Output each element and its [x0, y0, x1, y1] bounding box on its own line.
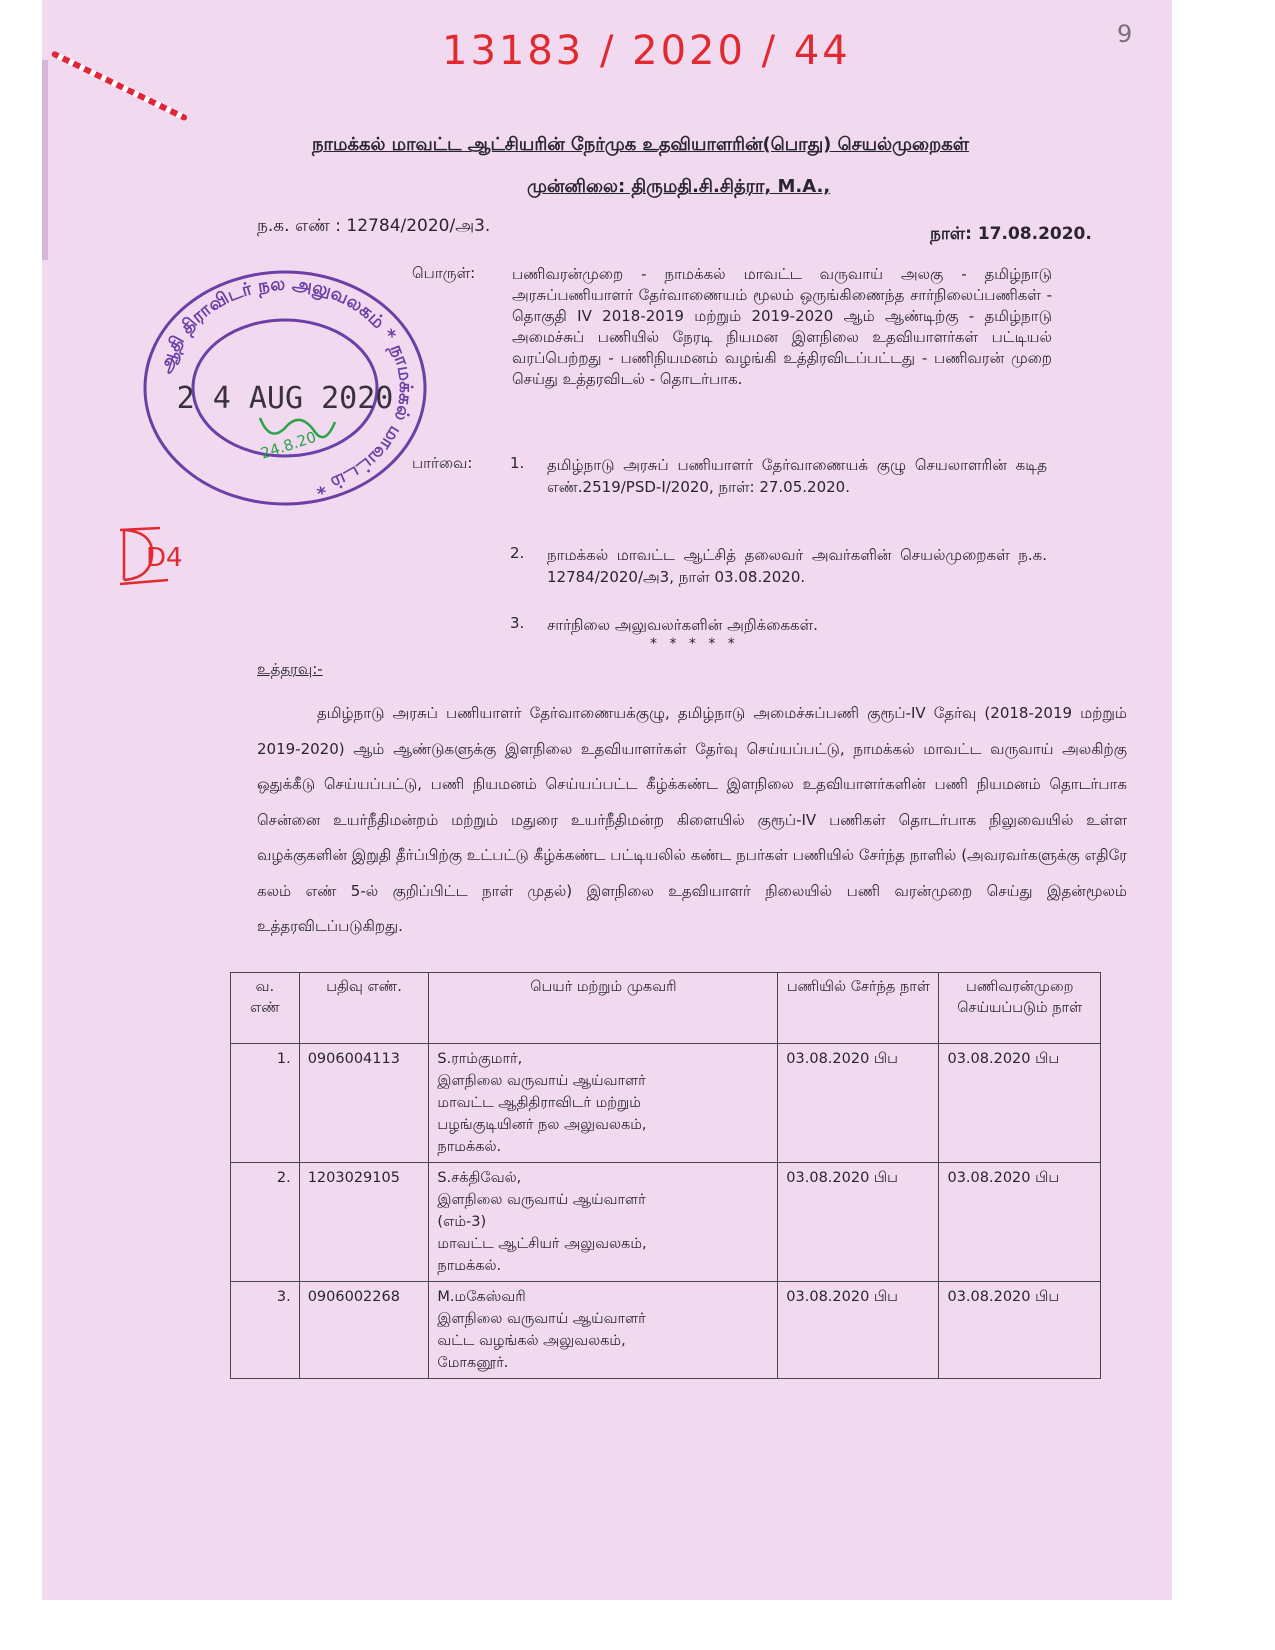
order-heading: உத்தரவு:-	[257, 660, 323, 678]
address-line: மாவட்ட ஆதிதிராவிடர் மற்றும்	[437, 1095, 641, 1111]
address-line: நாமக்கல்.	[437, 1139, 502, 1155]
regularisation-date-cell: 03.08.2020 பிப	[939, 1163, 1101, 1282]
name-line: M.மகேஸ்வரி	[437, 1289, 526, 1305]
name-address-cell	[429, 1044, 778, 1163]
document-date: நாள்: 17.08.2020.	[930, 224, 1092, 244]
seal-date: 2 4 AUG 2020	[176, 381, 394, 416]
order-body: தமிழ்நாடு அரசுப் பணியாளர் தேர்வாணையக்குழு, தமிழ்நாடு அமைச்சுப்பணி குரூப்-IV தேர்வு (2018-2019 மற்றும் 2019-2020) ஆம் ஆண்டுகளுக்கு இளநிலை உதவியாளர்கள் தேர்வு செய்யப்பட்டு, நாமக்கல் மாவட்ட வருவாய் அலகிற்கு ஒதுக்கீடு செய்யப்பட்டு, பணி நியமனம் செய்யப்பட்ட கீழ்க்கண்ட இளநிலை உதவியாளர்களின் பணி நியமனம் தொடர்பாக சென்னை உயர்நீதிமன்றம் மற்றும் மதுரை உயர்நீதிமன்ற கிளையில் குரூப்-IV பணிகள் தொடர்பாக நிலுவையில் உள்ள வழக்குகளின் இறுதி தீர்ப்பிற்கு உட்பட்டு கீழ்க்கண்ட பட்டியலில் கண்ட நபர்கள் பணியில் சேர்ந்த நாளில் (அவரவர்களுக்கு எதிரே கலம் எண் 5-ல் குறிப்பிட்ட நாள் முதல்) இளநிலை உதவியாளர் நிலையில் பணி வரன்முறை செய்து இதன்மூலம் உத்தரவிடப்படுகிறது.	[257, 704, 1127, 935]
staff-table	[230, 972, 1101, 1379]
registration-cell: 1203029105	[299, 1163, 429, 1282]
seal-ring-text: ஆதி திராவிடர் நல அலுவலகம் * நாமக்கல் மாவட்டம் *	[155, 273, 417, 499]
header-regularisation-date: பணிவரன்முறை செய்யப்படும் நாள்	[939, 973, 1101, 1044]
address-line: மோகனூர்.	[437, 1355, 509, 1371]
margin-note-text: D4	[146, 543, 183, 573]
margin-note-d4	[114, 522, 183, 592]
handwritten-page-number: 9	[1117, 20, 1133, 48]
address-line: (எம்-3)	[437, 1214, 487, 1230]
presence-line: முன்னிலை: திருமதி.சி.சித்ரா, M.A.,	[527, 176, 831, 197]
address-line: மாவட்ட ஆட்சியர் அலுவலகம்,	[437, 1236, 647, 1252]
name-line: S.ராம்குமார்,	[437, 1051, 523, 1067]
references-label: பார்வை:	[412, 454, 473, 472]
header-joining-date: பணியில் சேர்ந்த நாள்	[778, 973, 939, 1044]
table-row	[231, 1163, 1101, 1282]
name-line: S.சக்திவேல்,	[437, 1170, 522, 1186]
binding-edge	[42, 60, 48, 260]
separator-stars: * * * * *	[650, 636, 739, 652]
header-registration: பதிவு எண்.	[299, 973, 429, 1044]
reference-text-3: சார்நிலை அலுவலர்களின் அறிக்கைகள்.	[547, 616, 818, 634]
header-serial: வ. எண்	[231, 973, 300, 1044]
name-address-cell	[429, 1163, 778, 1282]
reference-number-1: 1.	[510, 454, 525, 472]
document-page	[42, 0, 1172, 1600]
reference-number-2: 2.	[510, 544, 525, 562]
subject-label: பொருள்:	[412, 264, 476, 282]
address-line: இளநிலை வருவாய் ஆய்வாளர்	[437, 1311, 646, 1327]
reference-number-3: 3.	[510, 614, 525, 632]
reference-number: ந.க. எண் : 12784/2020/அ3.	[257, 216, 491, 236]
reference-text-2: நாமக்கல் மாவட்ட ஆட்சித் தலைவர் அவர்களின் செயல்முறைகள் ந.க. 12784/2020/அ3, நாள் 03.08.2020.	[547, 546, 1047, 586]
regularisation-date-cell: 03.08.2020 பிப	[939, 1044, 1101, 1163]
address-line: வட்ட வழங்கல் அலுவலகம்,	[437, 1333, 626, 1349]
table-header-row	[231, 973, 1101, 1044]
serial-cell: 1.	[231, 1044, 300, 1163]
table-row	[231, 1282, 1101, 1379]
address-line: இளநிலை வருவாய் ஆய்வாளர்	[437, 1192, 646, 1208]
regularisation-date-cell: 03.08.2020 பிப	[939, 1282, 1101, 1379]
header-name-address: பெயர் மற்றும் முகவரி	[429, 973, 778, 1044]
office-seal	[140, 268, 430, 508]
seal-initials: 24.8.20	[258, 427, 319, 463]
joining-date-cell: 03.08.2020 பிப	[778, 1163, 939, 1282]
registration-cell: 0906002268	[299, 1282, 429, 1379]
serial-cell: 3.	[231, 1282, 300, 1379]
tag-thread	[51, 50, 188, 121]
joining-date-cell: 03.08.2020 பிப	[778, 1282, 939, 1379]
registration-cell: 0906004113	[299, 1044, 429, 1163]
document-title: நாமக்கல் மாவட்ட ஆட்சியரின் நேர்முக உதவியாளரின்(பொது) செயல்முறைகள்	[312, 134, 970, 155]
handwritten-file-number: 13183 / 2020 / 44	[442, 28, 851, 74]
reference-text-1: தமிழ்நாடு அரசுப் பணியாளர் தேர்வாணையக் குழு செயலாளரின் கடித எண்.2519/PSD-I/2020, நாள்: 27.05.2020.	[547, 456, 1047, 496]
table-row	[231, 1044, 1101, 1163]
serial-cell: 2.	[231, 1163, 300, 1282]
address-line: இளநிலை வருவாய் ஆய்வாளர்	[437, 1073, 646, 1089]
subject-text: பணிவரன்முறை - நாமக்கல் மாவட்ட வருவாய் அலகு - தமிழ்நாடு அரசுப்பணியாளர் தேர்வாணையம் மூலம் ஒருங்கிணைந்த சார்நிலைப்பணிகள் - தொகுதி IV 2018-2019 மற்றும் 2019-2020 ஆம் ஆண்டிற்கு - தமிழ்நாடு அமைச்சுப் பணியில் நேரடி நியமன இளநிலை உதவியாளர்கள் பட்டியல் வரப்பெற்றது - பணிநியமனம் வழங்கி உத்திரவிடப்பட்டது - பணிவரன் முறை செய்து உத்தரவிடல் - தொடர்பாக.	[512, 265, 1052, 388]
joining-date-cell: 03.08.2020 பிப	[778, 1044, 939, 1163]
address-line: நாமக்கல்.	[437, 1258, 502, 1274]
address-line: பழங்குடியினர் நல அலுவலகம்,	[437, 1117, 647, 1133]
name-address-cell	[429, 1282, 778, 1379]
